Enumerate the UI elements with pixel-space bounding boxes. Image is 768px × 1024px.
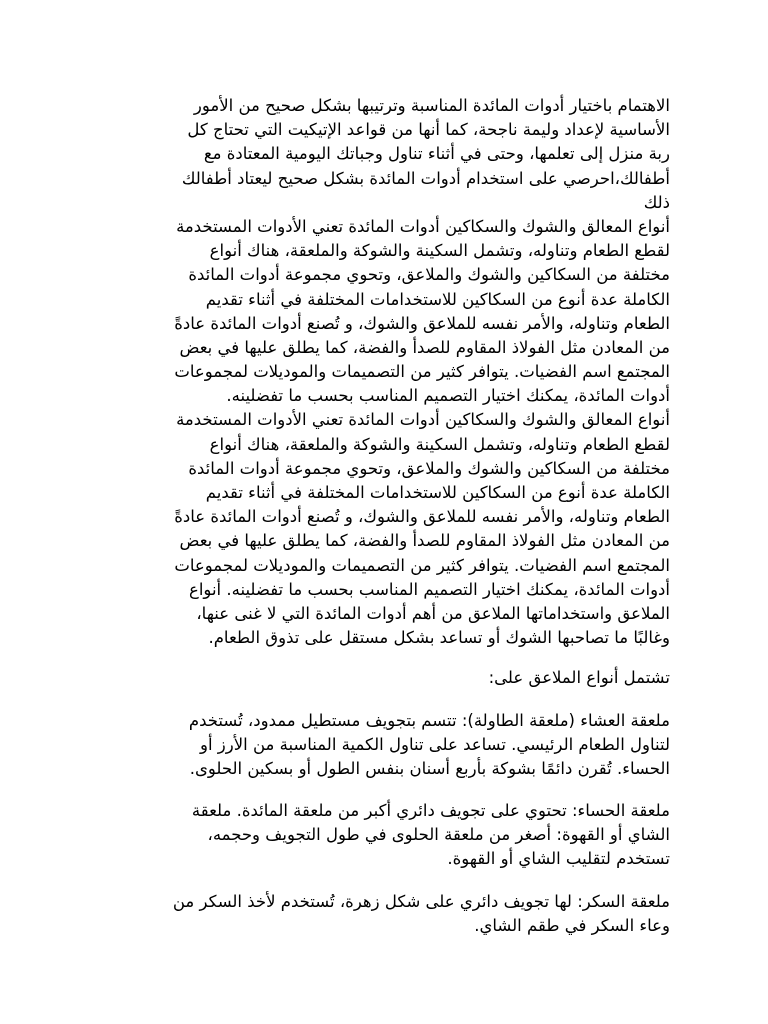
text-line: مختلفة من السكاكين والشوك والملاعق، وتحوي مجموعة أدوات المائدة <box>188 265 670 285</box>
text-line: ذلك <box>643 192 670 212</box>
text-line: الحساء. تُقرن دائمًا بشوكة بأربع أسنان بنفس الطول أو بسكين الحلوى. <box>189 758 670 778</box>
text-line: وعاء السكر في طقم الشاي. <box>474 915 670 935</box>
text-line: الملاعق واستخداماتها الملاعق من أهم أدوات المائدة التي لا غنى عنها، <box>196 603 670 623</box>
paragraph-spacer <box>120 872 670 890</box>
text-line: المجتمع اسم الفضيات. يتوافر كثير من التصميمات والموديلات لمجموعات <box>174 555 670 575</box>
text-line: من المعادن مثل الفولاذ المقاوم للصدأ والفضة، كما يطلق عليها في بعض <box>179 531 670 551</box>
text-line: أطفالك،احرصي على استخدام أدوات المائدة بشكل صحيح ليعتاد أطفالك <box>181 168 670 188</box>
paragraph-sugar-spoon <box>120 890 670 938</box>
text-line: أدوات المائدة، يمكنك اختيار التصميم المناسب بحسب ما تفضلينه. <box>226 386 670 406</box>
paragraph-spacer <box>120 691 670 709</box>
text-line: تشتمل أنواع الملاعق على: <box>488 668 670 688</box>
paragraph-dinner-spoon <box>120 709 670 782</box>
text-line: ربة منزل إلى تعلمها، وحتى في أثناء تناول وجباتك اليومية المعتادة مع <box>203 144 670 164</box>
text-line: الكاملة عدة أنوع من السكاكين للاستخدامات المختلفة في أثناء تقديم <box>205 483 670 502</box>
text-line: لقطع الطعام وتناوله، وتشمل السكينة والشوكة والملعقة، هناك أنواع <box>209 241 670 261</box>
paragraph-soup-spoon <box>120 799 670 872</box>
text-line: لتناول الطعام الرئيسي. تساعد على تناول الكمية المناسبة من الأرز أو <box>199 734 670 754</box>
text-line: من المعادن مثل الفولاذ المقاوم للصدأ والفضة، كما يطلق عليها في بعض <box>179 337 670 357</box>
text-line: أنواع المعالق والشوك والسكاكين أدوات المائدة تعني الأدوات المستخدمة <box>176 216 670 236</box>
text-line: أدوات المائدة، يمكنك اختيار التصميم المناسب بحسب ما تفضلينه. أنواع <box>189 579 670 599</box>
paragraph-spoon-types-heading <box>120 666 670 690</box>
text-line: الاهتمام باختيار أدوات المائدة المناسبة وترتيبها بشكل صحيح من الأمور <box>193 96 670 115</box>
text-line: الطعام وتناوله، والأمر نفسه للملاعق والشوك، و تُصنع أدوات المائدة عادةً <box>174 313 670 333</box>
text-line: لقطع الطعام وتناوله، وتشمل السكينة والشوكة والملعقة، هناك أنواع <box>209 434 670 454</box>
text-line: الأساسية لإعداد وليمة ناجحة، كما أنها من قواعد الإتيكيت التي تحتاج كل <box>187 120 670 140</box>
text-line: الشاي أو القهوة: أصغر من ملعقة الحلوى في طول التجويف وحجمه، <box>207 825 670 845</box>
text-line: المجتمع اسم الفضيات. يتوافر كثير من التصميمات والموديلات لمجموعات <box>174 362 670 382</box>
text-line: ملعقة السكر: لها تجويف دائري على شكل زهرة، تُستخدم لأخذ السكر من <box>172 891 670 911</box>
text-line: وغالبًا ما تصاحبها الشوك أو تساعد بشكل مستقل على تذوق الطعام. <box>208 628 670 648</box>
paragraph-cutlery-types-repeat <box>120 408 670 650</box>
paragraph-spacer <box>120 781 670 799</box>
paragraph-intro <box>120 94 670 215</box>
text-line: ملعقة الحساء: تحتوي على تجويف دائري أكبر من ملعقة المائدة. ملعقة <box>191 801 670 821</box>
text-line: ملعقة العشاء (ملعقة الطاولة): تتسم بتجويف مستطيل ممدود، تُستخدم <box>188 710 670 730</box>
text-line: الكاملة عدة أنوع من السكاكين للاستخدامات المختلفة في أثناء تقديم <box>205 289 670 309</box>
text-line: مختلفة من السكاكين والشوك والملاعق، وتحوي مجموعة أدوات المائدة <box>188 458 670 478</box>
paragraph-cutlery-types <box>120 215 670 409</box>
text-line: أنواع المعالق والشوك والسكاكين أدوات المائدة تعني الأدوات المستخدمة <box>176 410 670 430</box>
document-body <box>120 94 670 938</box>
text-line: الطعام وتناوله، والأمر نفسه للملاعق والشوك، و تُصنع أدوات المائدة عادةً <box>174 507 670 527</box>
text-line: تستخدم لتقليب الشاي أو القهوة. <box>447 849 670 869</box>
paragraph-spacer <box>120 650 670 666</box>
